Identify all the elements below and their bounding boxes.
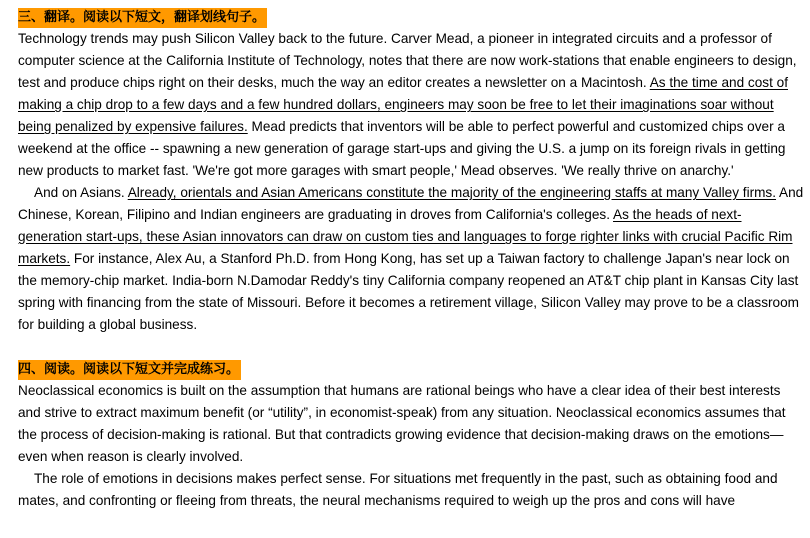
- section-3-heading: 三、翻译。阅读以下短文，翻译划线句子。: [18, 8, 267, 28]
- paragraph-text: And on Asians.: [34, 185, 128, 200]
- section-3-paragraph-2: [18, 182, 804, 336]
- section-4-paragraph-1: Neoclassical economics is built on the assumption that humans are rational beings who have a clear idea of their best interests and strive to extract maximum benefit (or “utility”, in economist-speak) from any situation. Neoclassical economics assumes that the process of decision-making is rational. But that contradicts growing evidence that decision-making draws on the emotions—even when reason is clearly involved.: [18, 383, 786, 464]
- section-4-heading-row: [18, 358, 804, 380]
- section-4-heading: 四、阅读。阅读以下短文并完成练习。: [18, 360, 241, 380]
- section-gap: [18, 336, 804, 358]
- section-3-heading-row: [18, 6, 804, 28]
- paragraph-text: Mead predicts that inventors will be able to perfect powerful and customized chips over a weekend at the office -- spawning a new generation of garage start-ups and giving the U.S. a jump on its foreign rivals in getting new products to market fast. 'We're got more garages with smart people,' Mead observes. 'We really thrive on anarchy.': [18, 119, 786, 178]
- underlined-sentence-3: As the heads of next-generation start-ups, these Asian innovators can draw on custom ties and languages to forge righter links with crucial Pacific Rim markets.: [18, 207, 793, 266]
- section-3-paragraph-1: [18, 28, 804, 182]
- paragraph-text: For instance, Alex Au, a Stanford Ph.D. from Hong Kong, has set up a Taiwan factory to challenge Japan's near lock on the memory-chip market. India-born N.Damodar Reddy's tiny California company reopened an AT&T chip plant in Kansas City last spring with financing from the state of Missouri. Before it becomes a retirement village, Silicon Valley may prove to be a classroom for building a global business.: [18, 251, 799, 332]
- paragraph-text: Technology trends may push Silicon Valley back to the future. Carver Mead, a pioneer in integrated circuits and a professor of computer science at the California Institute of Technology, notes that there are now work-stations that enable engineers to design, test and produce chips right on their desks, much the way an editor creates a newsletter on a Macintosh.: [18, 31, 797, 90]
- underlined-sentence-1: As the time and cost of making a chip drop to a few days and a few hundred dollars, engineers may soon be free to let their imaginations soar without being penalized by expensive failures.: [18, 75, 788, 134]
- paragraph-text: And Chinese, Korean, Filipino and Indian engineers are graduating in droves from California's colleges.: [18, 185, 804, 222]
- document-page: [18, 6, 804, 512]
- section-4-paragraph-2: The role of emotions in decisions makes perfect sense. For situations met frequently in the past, such as obtaining food and mates, and confronting or fleeing from threats, the neural mechanisms required to weigh up the pros and cons will have: [18, 471, 778, 508]
- underlined-sentence-2: Already, orientals and Asian Americans constitute the majority of the engineering staffs at many Valley firms.: [127, 185, 777, 200]
